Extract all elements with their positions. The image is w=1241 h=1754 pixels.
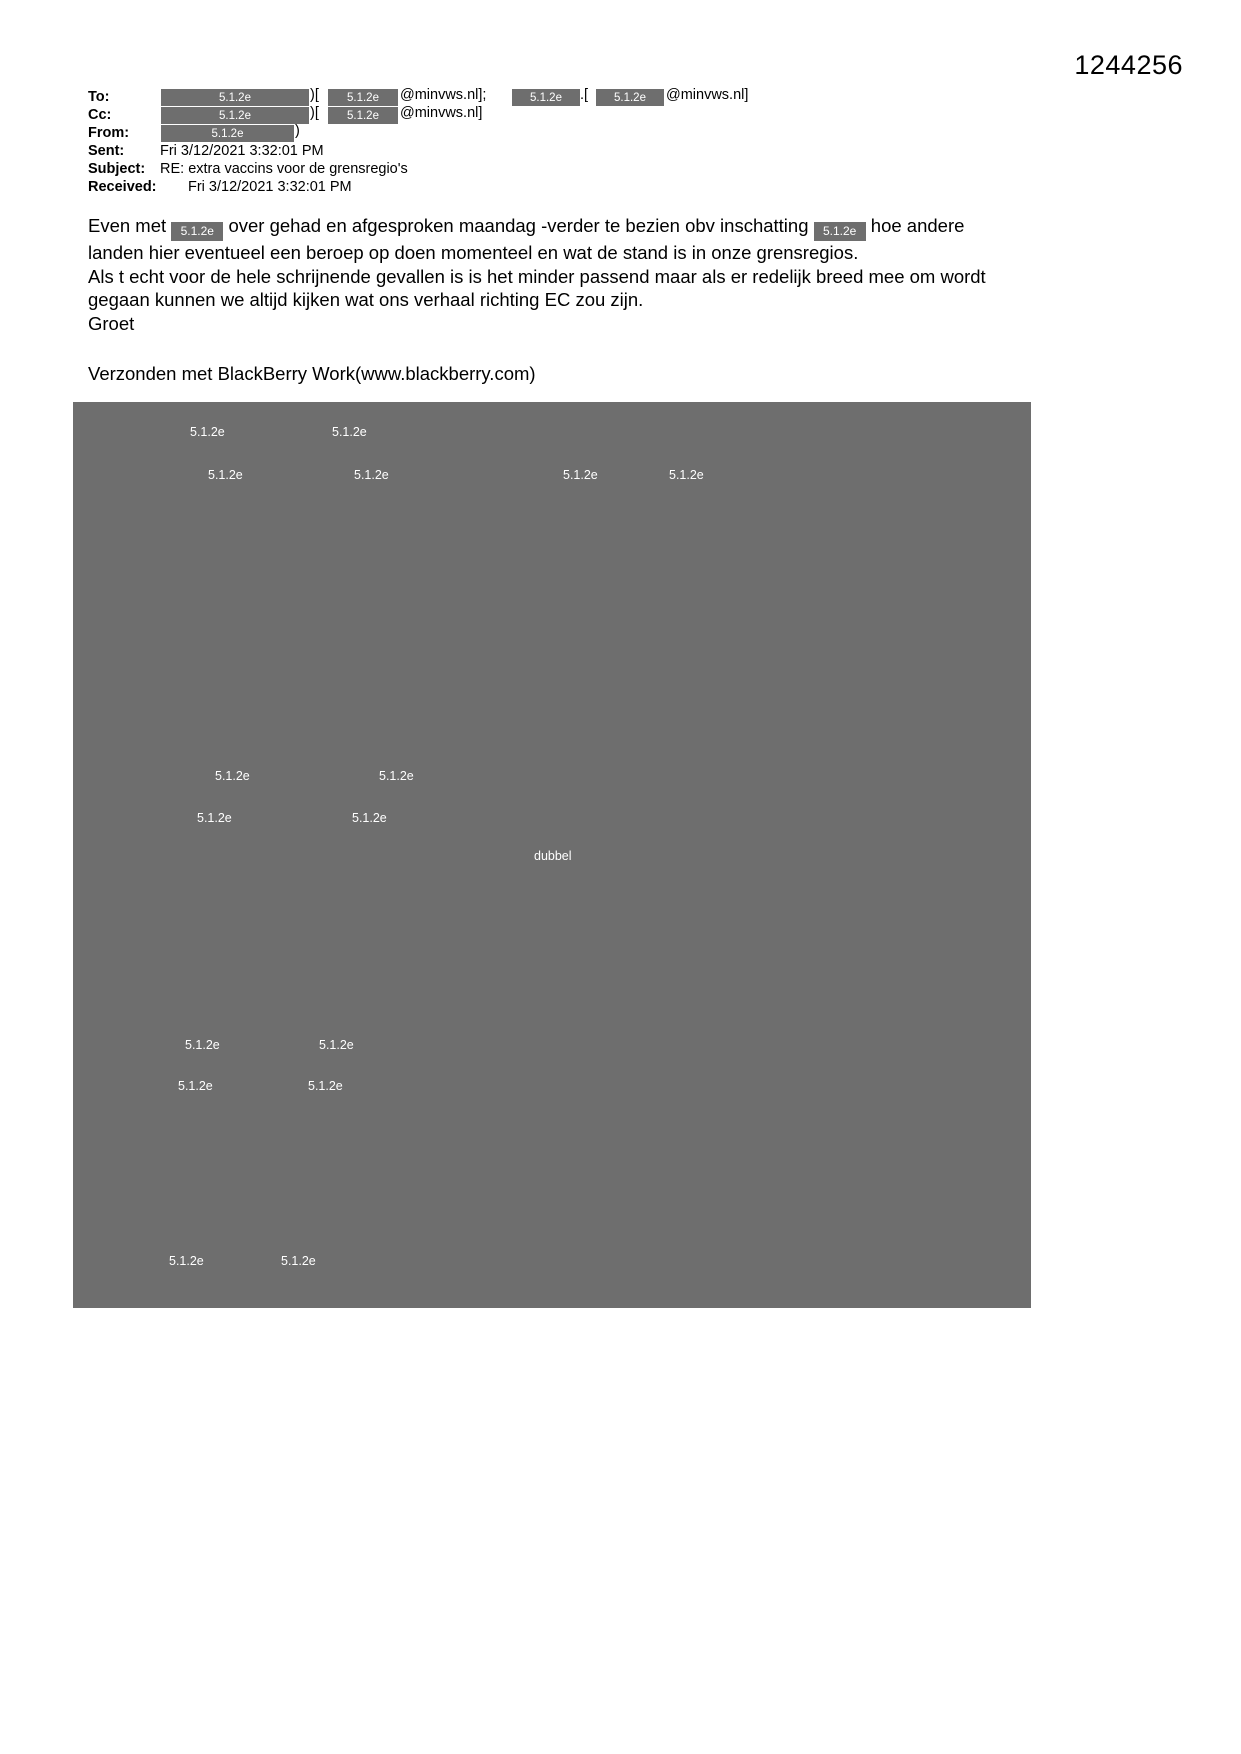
redaction-mark: 5.1.2e: [352, 811, 387, 825]
redaction-mark: 5.1.2e: [281, 1254, 316, 1268]
redaction-mark: 5.1.2e: [208, 468, 243, 482]
header-row-received: [88, 178, 1088, 196]
to-recipient-redaction-3: 5.1.2e: [512, 89, 580, 106]
body-line-4: gegaan kunnen we altijd kijken wat ons verhaal richting EC zou zijn.: [88, 289, 644, 310]
to-recipient-redaction-2: 5.1.2e: [328, 89, 398, 106]
redaction-mark: 5.1.2e: [319, 1038, 354, 1052]
redaction-mark: 5.1.2e: [354, 468, 389, 482]
subject-value: RE: extra vaccins voor de grensregio's: [160, 161, 408, 177]
body-line-5-greeting: Groet: [88, 312, 135, 334]
body-line-1-part-b: over gehad en afgesproken maandag -verder te bezien obv inschatting: [228, 215, 809, 236]
redaction-mark: 5.1.2e: [215, 769, 250, 783]
to-domain-1: @minvws.nl];: [400, 87, 487, 103]
body-line-1-part-a: Even met: [88, 215, 167, 236]
redaction-mark: 5.1.2e: [178, 1079, 213, 1093]
cc-recipient-redaction-2: 5.1.2e: [328, 107, 398, 124]
redaction-mark: 5.1.2e: [185, 1038, 220, 1052]
from-separator-1: ): [295, 123, 300, 139]
redaction-mark: 5.1.2e: [308, 1079, 343, 1093]
sent-label: Sent:: [88, 143, 125, 159]
redaction-mark: 5.1.2e: [379, 769, 414, 783]
cc-domain-1: @minvws.nl]: [400, 105, 483, 121]
header-row-sent: [88, 142, 1088, 160]
blackberry-signature: Verzonden met BlackBerry Work(www.blackberry.com): [88, 363, 536, 384]
cc-recipient-redaction-1: 5.1.2e: [161, 107, 309, 124]
sent-value: Fri 3/12/2021 3:32:01 PM: [160, 143, 324, 159]
body-line-1-part-c: hoe andere: [870, 215, 965, 236]
from-sender-redaction: 5.1.2e: [161, 125, 294, 142]
email-body: [88, 214, 1008, 335]
body-redaction-1: 5.1.2e: [171, 222, 223, 241]
to-separator-2: .[: [580, 87, 589, 103]
email-header: [88, 88, 1088, 196]
received-label: Received:: [88, 179, 157, 195]
redaction-mark: 5.1.2e: [197, 811, 232, 825]
redaction-mark: 5.1.2e: [332, 425, 367, 439]
body-redaction-2: 5.1.2e: [814, 222, 866, 241]
to-label: To:: [88, 89, 110, 105]
from-label: From:: [88, 125, 130, 141]
subject-label: Subject:: [88, 161, 146, 177]
redacted-content-block: [73, 402, 1031, 1308]
header-row-subject: [88, 160, 1088, 178]
body-line-2: landen hier eventueel een beroep op doen momenteel en wat de stand is in onze grensregios.: [88, 242, 859, 263]
redaction-mark: 5.1.2e: [563, 468, 598, 482]
to-recipient-redaction-1: 5.1.2e: [161, 89, 309, 106]
document-id-number: 1244256: [1074, 50, 1183, 80]
redaction-mark: 5.1.2e: [169, 1254, 204, 1268]
redaction-mark: 5.1.2e: [669, 468, 704, 482]
cc-label: Cc:: [88, 107, 112, 123]
to-recipient-redaction-4: 5.1.2e: [596, 89, 664, 106]
to-separator-1: )[: [310, 87, 319, 103]
redaction-note-dubbel: dubbel: [534, 849, 572, 863]
body-line-1: [88, 214, 1008, 241]
cc-separator-1: )[: [310, 105, 319, 121]
received-value: Fri 3/12/2021 3:32:01 PM: [188, 179, 352, 195]
to-domain-2: @minvws.nl]: [666, 87, 749, 103]
body-line-3: Als t echt voor de hele schrijnende gevallen is is het minder passend maar als er redelijk breed mee om wordt: [88, 265, 986, 287]
redaction-mark: 5.1.2e: [190, 425, 225, 439]
